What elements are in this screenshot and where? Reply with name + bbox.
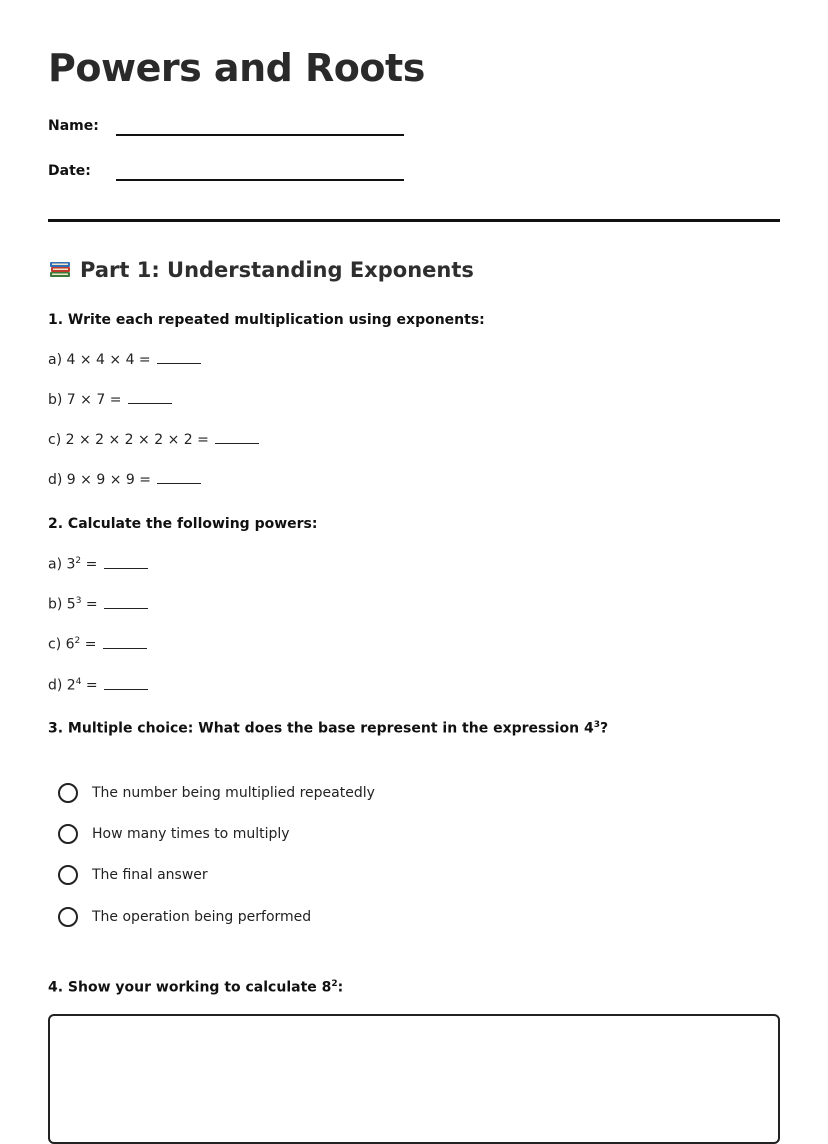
name-label: Name: bbox=[48, 118, 99, 134]
q3-option-2[interactable] bbox=[58, 824, 290, 844]
answer-blank[interactable] bbox=[128, 393, 172, 404]
option-label: The final answer bbox=[92, 867, 208, 883]
option-label: The number being multiplied repeatedly bbox=[92, 785, 375, 801]
date-input-line[interactable] bbox=[116, 179, 404, 181]
question-1-prompt: 1. Write each repeated multiplication using exponents: bbox=[48, 312, 485, 328]
radio-button[interactable] bbox=[58, 783, 78, 803]
answer-blank[interactable] bbox=[215, 433, 259, 444]
books-icon bbox=[48, 259, 72, 279]
q2-item-d: d) $2^4$ = bbox=[48, 677, 148, 694]
answer-blank[interactable] bbox=[104, 558, 148, 569]
q1-item-c: c) 2 × 2 × 2 × 2 × 2 = bbox=[48, 432, 259, 448]
q2-item-c: c) $6^2$ = bbox=[48, 636, 147, 653]
answer-blank[interactable] bbox=[104, 679, 148, 690]
date-field bbox=[48, 163, 91, 179]
section-heading bbox=[48, 258, 474, 282]
answer-blank[interactable] bbox=[104, 598, 148, 609]
name-input-line[interactable] bbox=[116, 134, 404, 136]
q3-option-3[interactable] bbox=[58, 865, 208, 885]
q3-option-4[interactable] bbox=[58, 907, 311, 927]
q3-option-1[interactable] bbox=[58, 783, 375, 803]
section-heading-text: Part 1: Understanding Exponents bbox=[80, 258, 474, 282]
question-2-prompt: 2. Calculate the following powers: bbox=[48, 516, 318, 532]
q1-item-a: a) 4 × 4 × 4 = bbox=[48, 352, 201, 368]
q2-item-b: b) $5^3$ = bbox=[48, 596, 148, 613]
radio-button[interactable] bbox=[58, 824, 78, 844]
page-title: Powers and Roots bbox=[48, 46, 425, 90]
option-label: The operation being performed bbox=[92, 909, 312, 925]
radio-button[interactable] bbox=[58, 865, 78, 885]
working-answer-box[interactable] bbox=[48, 1014, 780, 1144]
header-divider bbox=[48, 219, 780, 222]
answer-blank[interactable] bbox=[157, 353, 201, 364]
answer-blank[interactable] bbox=[103, 638, 147, 649]
q1-item-d: d) 9 × 9 × 9 = bbox=[48, 472, 201, 488]
radio-button[interactable] bbox=[58, 907, 78, 927]
name-field bbox=[48, 118, 99, 134]
question-3-prompt: 3. Multiple choice: What does the base represent in the expression $4^3$? bbox=[48, 720, 609, 737]
option-label: How many times to multiply bbox=[92, 826, 290, 842]
date-label: Date: bbox=[48, 163, 91, 179]
q2-item-a: a) $3^2$ = bbox=[48, 556, 148, 573]
question-4-prompt: 4. Show your working to calculate $8^2$: bbox=[48, 979, 344, 996]
q1-item-b: b) 7 × 7 = bbox=[48, 392, 172, 408]
answer-blank[interactable] bbox=[157, 473, 201, 484]
